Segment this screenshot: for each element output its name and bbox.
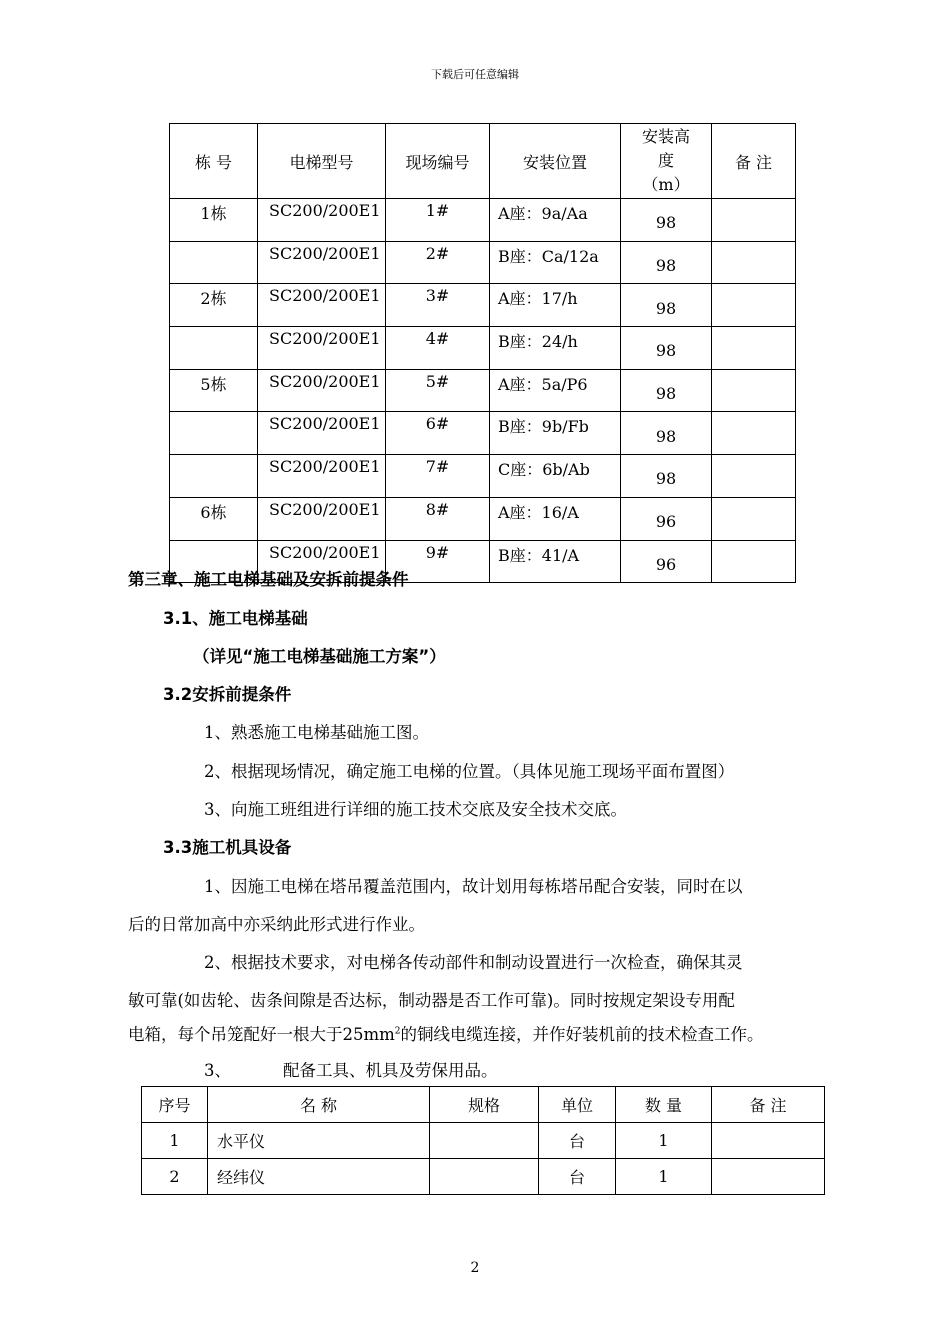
building-cell xyxy=(170,327,258,370)
spec-cell xyxy=(430,1159,539,1195)
section-3-3-paragraph-line: 后的日常加高中亦采纳此形式进行作业。 xyxy=(128,915,425,934)
header-spec: 规格 xyxy=(430,1087,539,1123)
chapter-title: 第三章、施工电梯基础及安拆前提条件 xyxy=(128,570,409,589)
position-cell: B座：9b/Fb xyxy=(490,412,621,455)
header-building: 栋 号 xyxy=(170,124,258,199)
height-cell: 98 xyxy=(621,412,712,455)
building-cell xyxy=(170,455,258,498)
elevator-table xyxy=(169,123,796,583)
building-cell: 6栋 xyxy=(170,497,258,540)
model-cell: SC200/200E1 xyxy=(258,327,386,370)
section-3-2-item: 1、熟悉施工电梯基础施工图。 xyxy=(204,723,429,742)
model-cell: SC200/200E1 xyxy=(258,241,386,284)
height-cell: 96 xyxy=(621,497,712,540)
remark-cell xyxy=(712,1123,825,1159)
paragraph-text: 的铜线电缆连接，并作好装机前的技术检查工作。 xyxy=(400,1025,764,1044)
name-cell: 经纬仪 xyxy=(208,1159,430,1195)
header-height-line: （m） xyxy=(642,175,690,194)
height-cell: 96 xyxy=(621,540,712,583)
header-site-no: 现场编号 xyxy=(386,124,490,199)
no-cell: 1 xyxy=(142,1123,208,1159)
superscript: 2 xyxy=(394,1026,401,1037)
building-cell: 1栋 xyxy=(170,199,258,242)
header-note: 下载后可任意编辑 xyxy=(431,68,519,81)
section-3-2-item: 2、根据现场情况，确定施工电梯的位置。（具体见施工现场平面布置图） xyxy=(204,762,735,781)
height-cell: 98 xyxy=(621,455,712,498)
position-cell: A座：9a/Aa xyxy=(490,199,621,242)
remark-cell xyxy=(712,540,796,583)
section-3-2-item: 3、向施工班组进行详细的施工技术交底及安全技术交底。 xyxy=(204,800,627,819)
tools-table xyxy=(141,1086,825,1195)
no-cell: 2 xyxy=(142,1159,208,1195)
table-row xyxy=(170,369,796,412)
remark-cell xyxy=(712,1159,825,1195)
height-cell: 98 xyxy=(621,199,712,242)
remark-cell xyxy=(712,412,796,455)
site-no-cell: 8# xyxy=(386,497,490,540)
header-model: 电梯型号 xyxy=(258,124,386,199)
header-height-line: 度 xyxy=(657,151,674,170)
model-cell: SC200/200E1 xyxy=(258,455,386,498)
table-row xyxy=(142,1123,825,1159)
height-cell: 98 xyxy=(621,284,712,327)
remark-cell xyxy=(712,327,796,370)
header-remark: 备 注 xyxy=(712,1087,825,1123)
position-cell: B座：24/h xyxy=(490,327,621,370)
section-3-3-paragraph-line: 敏可靠(如齿轮、齿条间隙是否达标，制动器是否工作可靠)。同时按规定架设专用配 xyxy=(128,991,735,1010)
section-3-3-item-text: 配备工具、机具及劳保用品。 xyxy=(283,1061,498,1080)
building-cell: 5栋 xyxy=(170,369,258,412)
remark-cell xyxy=(712,241,796,284)
paragraph-text: 电箱，每个吊笼配好一根大于25mm xyxy=(128,1025,395,1044)
remark-cell xyxy=(712,455,796,498)
header-remark: 备 注 xyxy=(712,124,796,199)
table-row xyxy=(170,199,796,242)
height-cell: 98 xyxy=(621,241,712,284)
section-3-3-paragraph-line xyxy=(128,1021,764,1045)
tools-table-header xyxy=(142,1087,825,1123)
site-no-cell: 9# xyxy=(386,540,490,583)
unit-cell: 台 xyxy=(539,1123,616,1159)
site-no-cell: 6# xyxy=(386,412,490,455)
section-3-2-title: 3.2安拆前提条件 xyxy=(163,685,292,704)
elevator-table-header xyxy=(170,124,796,199)
position-cell: C座：6b/Ab xyxy=(490,455,621,498)
header-name: 名 称 xyxy=(208,1087,430,1123)
qty-cell: 1 xyxy=(616,1159,712,1195)
section-3-3-paragraph-line: 2、根据技术要求，对电梯各传动部件和制动设置进行一次检查，确保其灵 xyxy=(204,953,743,972)
model-cell: SC200/200E1 xyxy=(258,412,386,455)
table-row xyxy=(142,1159,825,1195)
header-no: 序号 xyxy=(142,1087,208,1123)
table-row xyxy=(170,455,796,498)
position-cell: A座：17/h xyxy=(490,284,621,327)
unit-cell: 台 xyxy=(539,1159,616,1195)
qty-cell: 1 xyxy=(616,1123,712,1159)
header-height xyxy=(621,124,712,199)
remark-cell xyxy=(712,369,796,412)
name-cell: 水平仪 xyxy=(208,1123,430,1159)
position-cell: A座：5a/P6 xyxy=(490,369,621,412)
model-cell: SC200/200E1 xyxy=(258,497,386,540)
section-3-3-title: 3.3施工机具设备 xyxy=(163,838,292,857)
height-cell: 98 xyxy=(621,369,712,412)
section-3-1-title: 3.1、施工电梯基础 xyxy=(163,609,308,628)
header-height-line: 安装高 xyxy=(641,127,690,146)
header-position: 安装位置 xyxy=(490,124,621,199)
position-cell: B座：Ca/12a xyxy=(490,241,621,284)
site-no-cell: 7# xyxy=(386,455,490,498)
model-cell: SC200/200E1 xyxy=(258,199,386,242)
building-cell xyxy=(170,412,258,455)
header-qty: 数 量 xyxy=(616,1087,712,1123)
height-cell: 98 xyxy=(621,327,712,370)
model-cell: SC200/200E1 xyxy=(258,540,386,583)
section-3-3-item-number: 3、 xyxy=(204,1061,231,1080)
building-cell: 2栋 xyxy=(170,284,258,327)
site-no-cell: 4# xyxy=(386,327,490,370)
section-3-1-note: （详见“施工电梯基础施工方案”） xyxy=(193,647,446,666)
site-no-cell: 5# xyxy=(386,369,490,412)
table-row xyxy=(170,327,796,370)
header-unit: 单位 xyxy=(539,1087,616,1123)
table-row xyxy=(170,241,796,284)
site-no-cell: 1# xyxy=(386,199,490,242)
building-cell xyxy=(170,241,258,284)
spec-cell xyxy=(430,1123,539,1159)
position-cell: A座：16/A xyxy=(490,497,621,540)
model-cell: SC200/200E1 xyxy=(258,284,386,327)
section-3-3-paragraph-line: 1、因施工电梯在塔吊覆盖范围内，故计划用每栋塔吊配合安装，同时在以 xyxy=(204,877,743,896)
site-no-cell: 3# xyxy=(386,284,490,327)
table-row xyxy=(170,412,796,455)
page-number: 2 xyxy=(470,1260,480,1276)
table-row xyxy=(170,284,796,327)
remark-cell xyxy=(712,284,796,327)
remark-cell xyxy=(712,199,796,242)
model-cell: SC200/200E1 xyxy=(258,369,386,412)
table-row xyxy=(170,497,796,540)
position-cell: B座：41/A xyxy=(490,540,621,583)
site-no-cell: 2# xyxy=(386,241,490,284)
remark-cell xyxy=(712,497,796,540)
